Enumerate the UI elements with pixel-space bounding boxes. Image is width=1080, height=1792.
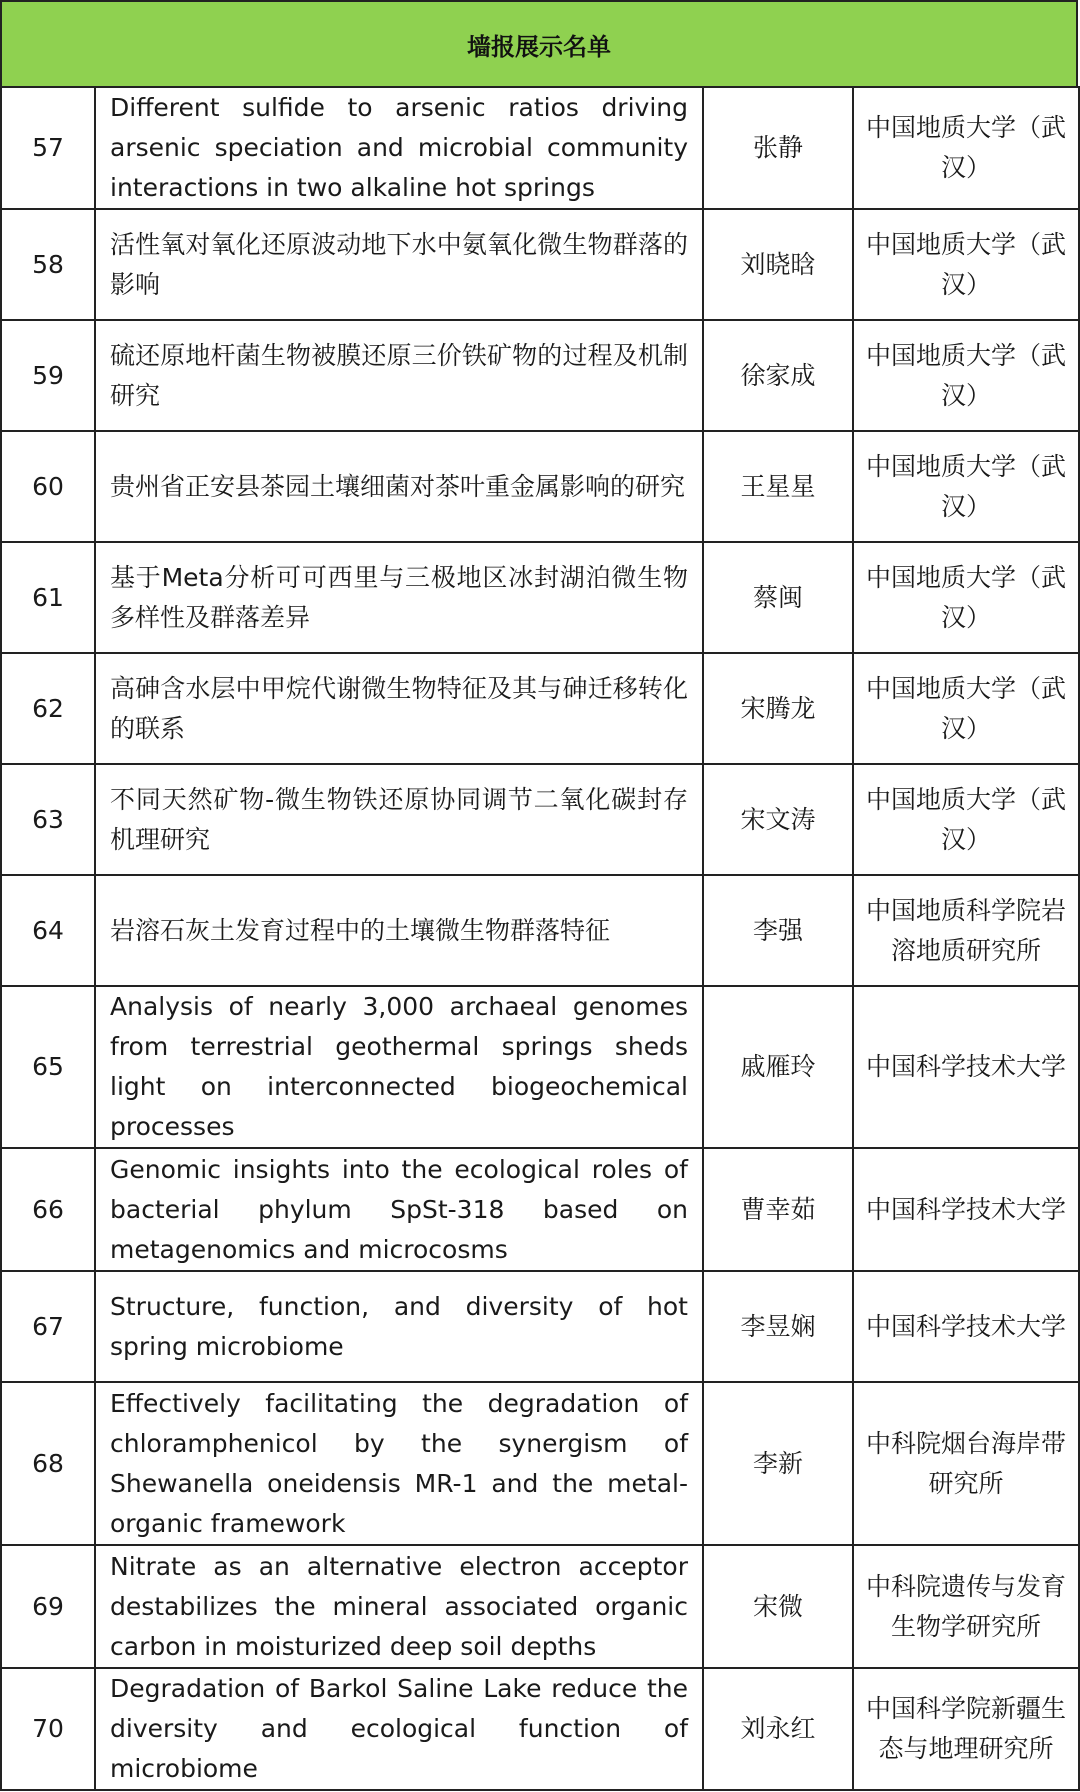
poster-author: 李新 xyxy=(703,1382,853,1545)
poster-institution: 中科院遗传与发育生物学研究所 xyxy=(853,1545,1079,1668)
row-number: 64 xyxy=(1,875,95,986)
row-number: 59 xyxy=(1,320,95,431)
poster-institution: 中国地质科学院岩溶地质研究所 xyxy=(853,875,1079,986)
poster-institution: 中国地质大学（武汉） xyxy=(853,542,1079,653)
table-row xyxy=(1,986,1079,1148)
poster-author: 宋微 xyxy=(703,1545,853,1668)
table-row xyxy=(1,764,1079,875)
row-number: 63 xyxy=(1,764,95,875)
row-number: 65 xyxy=(1,986,95,1148)
poster-title: Effectively facilitating the degradation of chloramphenicol by the synergism of Shewanella oneidensis MR-1 and the metal-organic framework xyxy=(95,1382,703,1545)
row-number: 57 xyxy=(1,87,95,209)
table-row xyxy=(1,1148,1079,1271)
poster-title: Different sulfide to arsenic ratios driving arsenic speciation and microbial community interactions in two alkaline hot springs xyxy=(95,87,703,209)
row-number: 69 xyxy=(1,1545,95,1668)
table-row xyxy=(1,87,1079,209)
row-number: 58 xyxy=(1,209,95,320)
table-row xyxy=(1,320,1079,431)
poster-author: 蔡闽 xyxy=(703,542,853,653)
poster-title: 不同天然矿物-微生物铁还原协同调节二氧化碳封存机理研究 xyxy=(95,764,703,875)
table-title xyxy=(0,0,1078,88)
row-number: 61 xyxy=(1,542,95,653)
poster-title: Structure, function, and diversity of hot spring microbiome xyxy=(95,1271,703,1382)
poster-institution: 中国地质大学（武汉） xyxy=(853,87,1079,209)
poster-author: 曹幸茹 xyxy=(703,1148,853,1271)
row-number: 62 xyxy=(1,653,95,764)
poster-title: 硫还原地杆菌生物被膜还原三价铁矿物的过程及机制研究 xyxy=(95,320,703,431)
table-row xyxy=(1,209,1079,320)
poster-author: 李昱娴 xyxy=(703,1271,853,1382)
table-row xyxy=(1,875,1079,986)
poster-author: 王星星 xyxy=(703,431,853,542)
table-row xyxy=(1,431,1079,542)
poster-author: 刘晓晗 xyxy=(703,209,853,320)
poster-author: 宋文涛 xyxy=(703,764,853,875)
poster-author: 徐家成 xyxy=(703,320,853,431)
poster-table xyxy=(0,86,1080,1791)
poster-title: 岩溶石灰土发育过程中的土壤微生物群落特征 xyxy=(95,875,703,986)
poster-title: 高砷含水层中甲烷代谢微生物特征及其与砷迁移转化的联系 xyxy=(95,653,703,764)
poster-title: 基于Meta分析可可西里与三极地区冰封湖泊微生物多样性及群落差异 xyxy=(95,542,703,653)
poster-title: Nitrate as an alternative electron acceptor destabilizes the mineral associated organic carbon in moisturized deep soil depths xyxy=(95,1545,703,1668)
row-number: 70 xyxy=(1,1668,95,1790)
table-title-text: 墙报展示名单 xyxy=(467,32,611,61)
row-number: 66 xyxy=(1,1148,95,1271)
poster-author: 李强 xyxy=(703,875,853,986)
poster-author: 张静 xyxy=(703,87,853,209)
row-number: 67 xyxy=(1,1271,95,1382)
table-row xyxy=(1,653,1079,764)
poster-institution: 中国科学技术大学 xyxy=(853,986,1079,1148)
poster-institution: 中国地质大学（武汉） xyxy=(853,320,1079,431)
poster-institution: 中国科学院新疆生态与地理研究所 xyxy=(853,1668,1079,1790)
poster-title: 活性氧对氧化还原波动地下水中氨氧化微生物群落的影响 xyxy=(95,209,703,320)
poster-institution: 中国科学技术大学 xyxy=(853,1148,1079,1271)
poster-title: 贵州省正安县茶园土壤细菌对茶叶重金属影响的研究 xyxy=(95,431,703,542)
poster-title: Analysis of nearly 3,000 archaeal genomes from terrestrial geothermal springs sheds light on interconnected biogeochemical processes xyxy=(95,986,703,1148)
poster-author: 宋腾龙 xyxy=(703,653,853,764)
table-row xyxy=(1,1382,1079,1545)
poster-author: 戚雁玲 xyxy=(703,986,853,1148)
row-number: 68 xyxy=(1,1382,95,1545)
table-row xyxy=(1,1271,1079,1382)
poster-institution: 中国地质大学（武汉） xyxy=(853,209,1079,320)
table-row xyxy=(1,1545,1079,1668)
poster-institution: 中国地质大学（武汉） xyxy=(853,653,1079,764)
poster-title: Degradation of Barkol Saline Lake reduce the diversity and ecological function of microbiome xyxy=(95,1668,703,1790)
poster-institution: 中科院烟台海岸带研究所 xyxy=(853,1382,1079,1545)
poster-institution: 中国地质大学（武汉） xyxy=(853,431,1079,542)
table-row xyxy=(1,542,1079,653)
poster-institution: 中国科学技术大学 xyxy=(853,1271,1079,1382)
row-number: 60 xyxy=(1,431,95,542)
poster-author: 刘永红 xyxy=(703,1668,853,1790)
poster-institution: 中国地质大学（武汉） xyxy=(853,764,1079,875)
poster-title: Genomic insights into the ecological roles of bacterial phylum SpSt-318 based on metagenomics and microcosms xyxy=(95,1148,703,1271)
table-row xyxy=(1,1668,1079,1790)
